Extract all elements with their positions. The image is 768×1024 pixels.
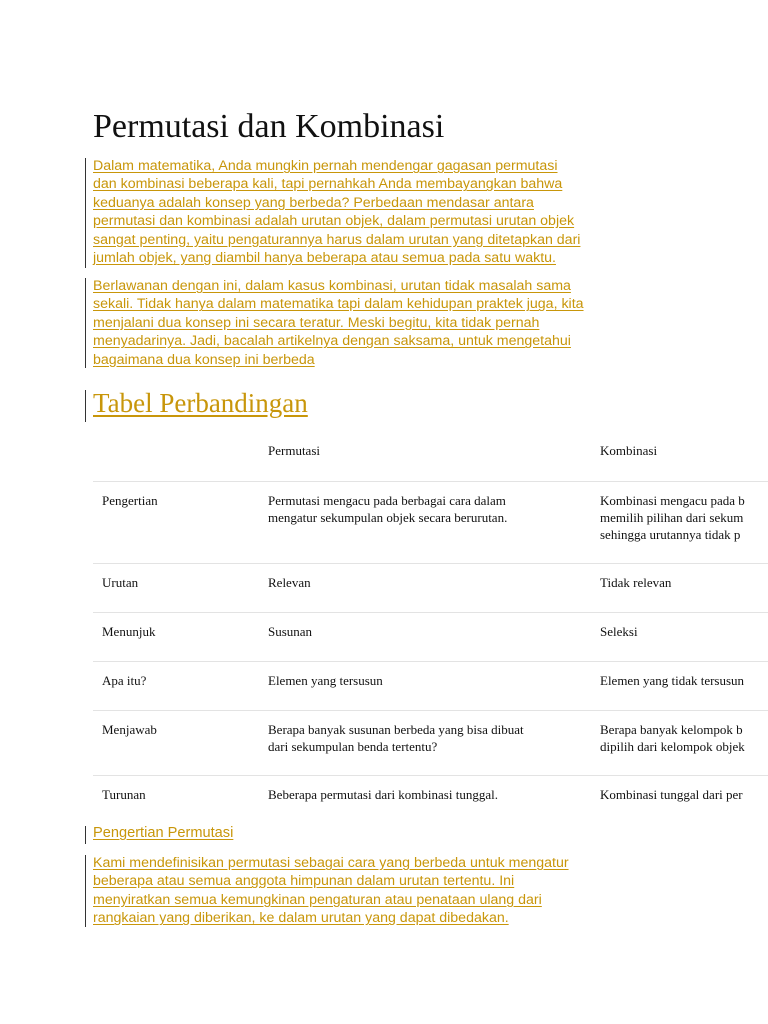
- table-row: [93, 775, 768, 815]
- text-line: bagaimana dua konsep ini berbeda: [93, 351, 315, 368]
- text-cursor-bar: [85, 158, 86, 268]
- text-line: Kami mendefinisikan permutasi sebagai cara yang berbeda untuk mengatur: [93, 855, 569, 871]
- permutasi-cell: Elemen yang tersusun: [268, 672, 383, 688]
- cell-line: Kombinasi mengacu pada b: [600, 492, 745, 508]
- cell-line: memilih pilihan dari sekum: [600, 509, 744, 525]
- row-label: Pengertian: [102, 492, 158, 508]
- text-cursor-bar: [85, 278, 86, 368]
- text-line: permutasi dan kombinasi adalah urutan objek, dalam permutasi urutan objek: [93, 213, 575, 230]
- cell-line: dipilih dari kelompok objek: [600, 738, 745, 754]
- comparison-heading-link[interactable]: Tabel Perbandingan: [93, 388, 308, 418]
- text-line: rangkaian yang diberikan, ke dalam urutan yang dapat dibedakan.: [93, 910, 509, 927]
- table-row: [93, 661, 768, 710]
- table-header-permutasi: Permutasi: [268, 443, 320, 458]
- text-line: keduanya adalah konsep yang berbeda? Perbedaan mendasar antara: [93, 194, 534, 211]
- text-line: sekali. Tidak hanya dalam matematika tapi dalam kehidupan praktek juga, kita: [93, 296, 584, 313]
- table-header-cell: [93, 428, 268, 481]
- text-cursor-bar: [85, 855, 86, 927]
- table-header-kombinasi: Kombinasi: [600, 443, 658, 458]
- table-row: [93, 481, 768, 563]
- text-line: sangat penting, yaitu pengaturannya harus dalam urutan yang ditetapkan dari: [93, 231, 581, 248]
- kombinasi-cell: Seleksi: [600, 623, 638, 639]
- text-line: Dalam matematika, Anda mungkin pernah mendengar gagasan permutasi: [93, 158, 558, 174]
- table-row: [93, 710, 768, 775]
- kombinasi-cell: Kombinasi tunggal dari per: [600, 786, 743, 802]
- table-header-row: [93, 428, 768, 481]
- definition-paragraph[interactable]: [93, 854, 569, 928]
- intro-paragraph-1[interactable]: [93, 157, 580, 267]
- kombinasi-cell: Elemen yang tidak tersusun: [600, 672, 745, 688]
- cell-line: sehingga urutannya tidak p: [600, 526, 741, 542]
- intro-paragraph-2[interactable]: [93, 277, 584, 369]
- text-line: jumlah objek, yang diambil hanya beberapa atau semua pada satu waktu.: [93, 250, 556, 267]
- permutasi-cell: Beberapa permutasi dari kombinasi tunggal.: [268, 786, 498, 802]
- table-row: [93, 612, 768, 661]
- table-row: [93, 563, 768, 612]
- kombinasi-cell: [600, 481, 768, 563]
- text-line: dan kombinasi beberapa kali, tapi pernahkah Anda membayangkan bahwa: [93, 176, 563, 193]
- cell-line: dari sekumpulan benda tertentu?: [268, 738, 438, 754]
- text-line: menyiratkan semua kemungkinan pengaturan atau penataan ulang dari: [93, 891, 542, 908]
- text-line: Berlawanan dengan ini, dalam kasus kombinasi, urutan tidak masalah sama: [93, 278, 571, 294]
- text-line: menjalani dua konsep ini secara teratur. Meski begitu, kita tidak pernah: [93, 314, 540, 331]
- row-label: Urutan: [102, 574, 139, 590]
- text-cursor-bar: [85, 826, 86, 844]
- row-label: Turunan: [102, 786, 146, 802]
- cell-line: Berapa banyak susunan berbeda yang bisa dibuat: [268, 721, 524, 737]
- text-line: menyadarinya. Jadi, bacalah artikelnya dengan saksama, untuk mengetahui: [93, 333, 571, 350]
- permutasi-cell: [268, 710, 600, 775]
- page-title: Permutasi dan Kombinasi: [93, 108, 445, 145]
- row-label: Menjawab: [102, 721, 157, 737]
- row-label: Apa itu?: [102, 672, 147, 688]
- permutasi-cell: Susunan: [268, 623, 313, 639]
- text-line: beberapa atau semua anggota himpunan dalam urutan tertentu. Ini: [93, 873, 515, 890]
- kombinasi-cell: [600, 710, 768, 775]
- comparison-table: [93, 428, 768, 815]
- permutasi-cell: [268, 481, 600, 563]
- kombinasi-cell: Tidak relevan: [600, 574, 672, 590]
- permutasi-cell: Relevan: [268, 574, 311, 590]
- cell-line: Berapa banyak kelompok b: [600, 721, 743, 737]
- row-label: Menunjuk: [102, 623, 156, 639]
- text-cursor-bar: [85, 390, 86, 422]
- cell-line: mengatur sekumpulan objek secara berurutan.: [268, 509, 508, 525]
- cell-line: Permutasi mengacu pada berbagai cara dalam: [268, 492, 506, 508]
- definition-heading-link[interactable]: Pengertian Permutasi: [93, 825, 234, 841]
